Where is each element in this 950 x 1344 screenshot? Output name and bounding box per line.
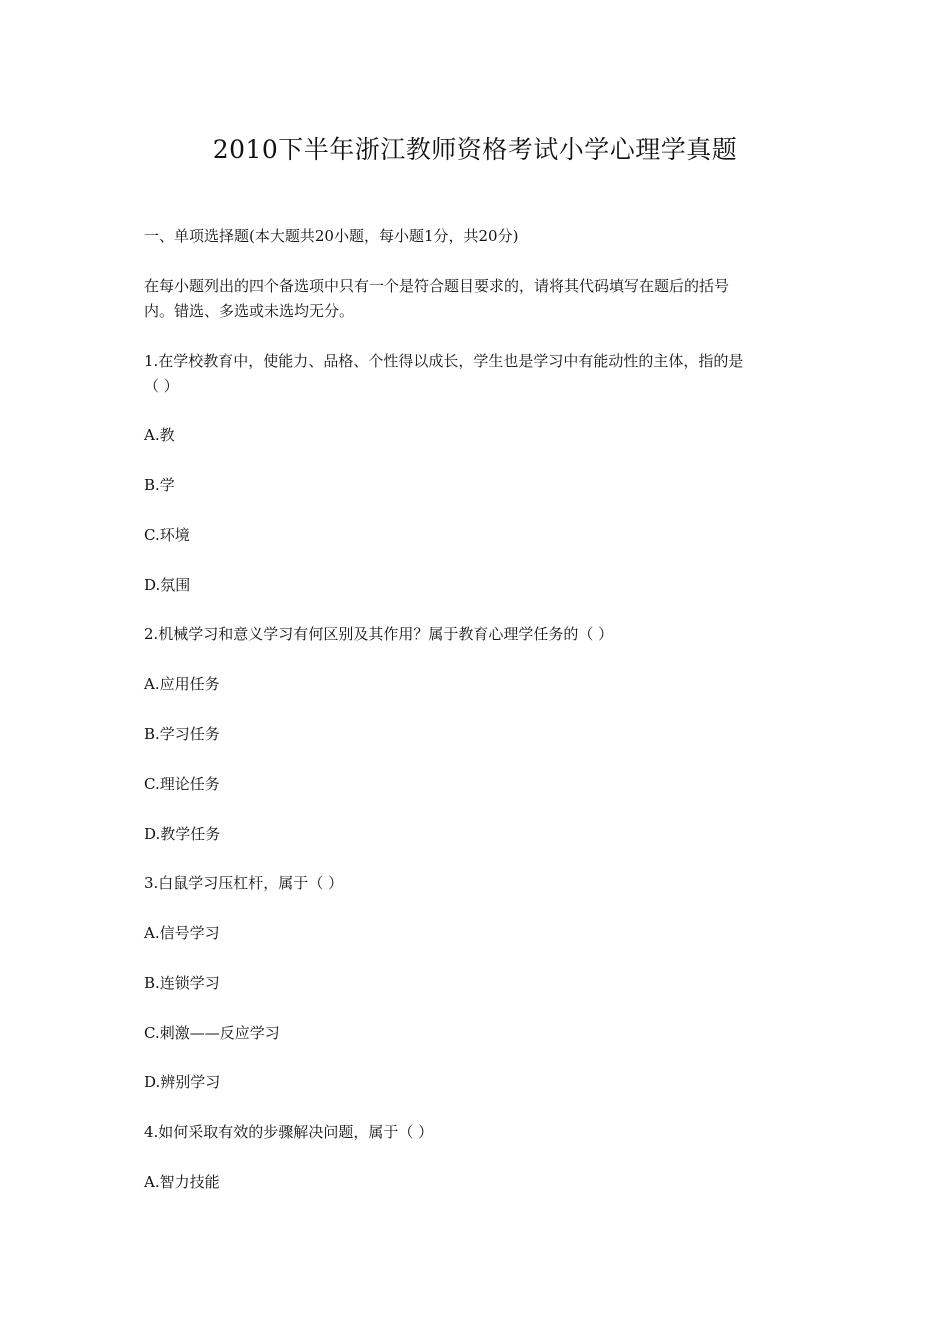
question-2-option-a: A.应用任务 — [144, 675, 220, 693]
question-2-text: 2.机械学习和意义学习有何区别及其作用？属于教育心理学任务的（ ） — [144, 625, 614, 643]
question-2-option-b: B.学习任务 — [144, 725, 220, 743]
question-3-option-b: B.连锁学习 — [144, 974, 220, 992]
page-title: 2010下半年浙江教师资格考试小学心理学真题 — [212, 135, 738, 164]
question-1-option-a: A.教 — [144, 426, 175, 444]
question-3-text: 3.白鼠学习压杠杆，属于（ ） — [144, 874, 344, 892]
question-1-option-c: C.环境 — [144, 526, 190, 544]
question-1-option-d: D.氛围 — [144, 576, 191, 594]
question-4-option-a: A.智力技能 — [144, 1173, 220, 1191]
question-2-option-c: C.理论任务 — [144, 775, 220, 793]
section-heading: 一、单项选择题(本大题共20小题，每小题1分，共20分) — [144, 227, 519, 245]
question-3-option-c: C.刺激——反应学习 — [144, 1024, 280, 1042]
question-1-option-b: B.学 — [144, 476, 175, 494]
question-3-option-a: A.信号学习 — [144, 924, 220, 942]
question-4-text: 4.如何采取有效的步骤解决问题，属于（ ） — [144, 1123, 434, 1141]
instructions-line-2: 内。错选、多选或未选均无分。 — [144, 302, 355, 320]
question-1-blank: （ ） — [144, 377, 179, 395]
instructions-line-1: 在每小题列出的四个备选项中只有一个是符合题目要求的，请将其代码填写在题后的括号 — [144, 277, 730, 295]
question-3-option-d: D.辨别学习 — [144, 1073, 221, 1091]
question-1-text: 1.在学校教育中，使能力、品格、个性得以成长，学生也是学习中有能动性的主体，指的是 — [144, 352, 744, 370]
question-2-option-d: D.教学任务 — [144, 825, 221, 843]
